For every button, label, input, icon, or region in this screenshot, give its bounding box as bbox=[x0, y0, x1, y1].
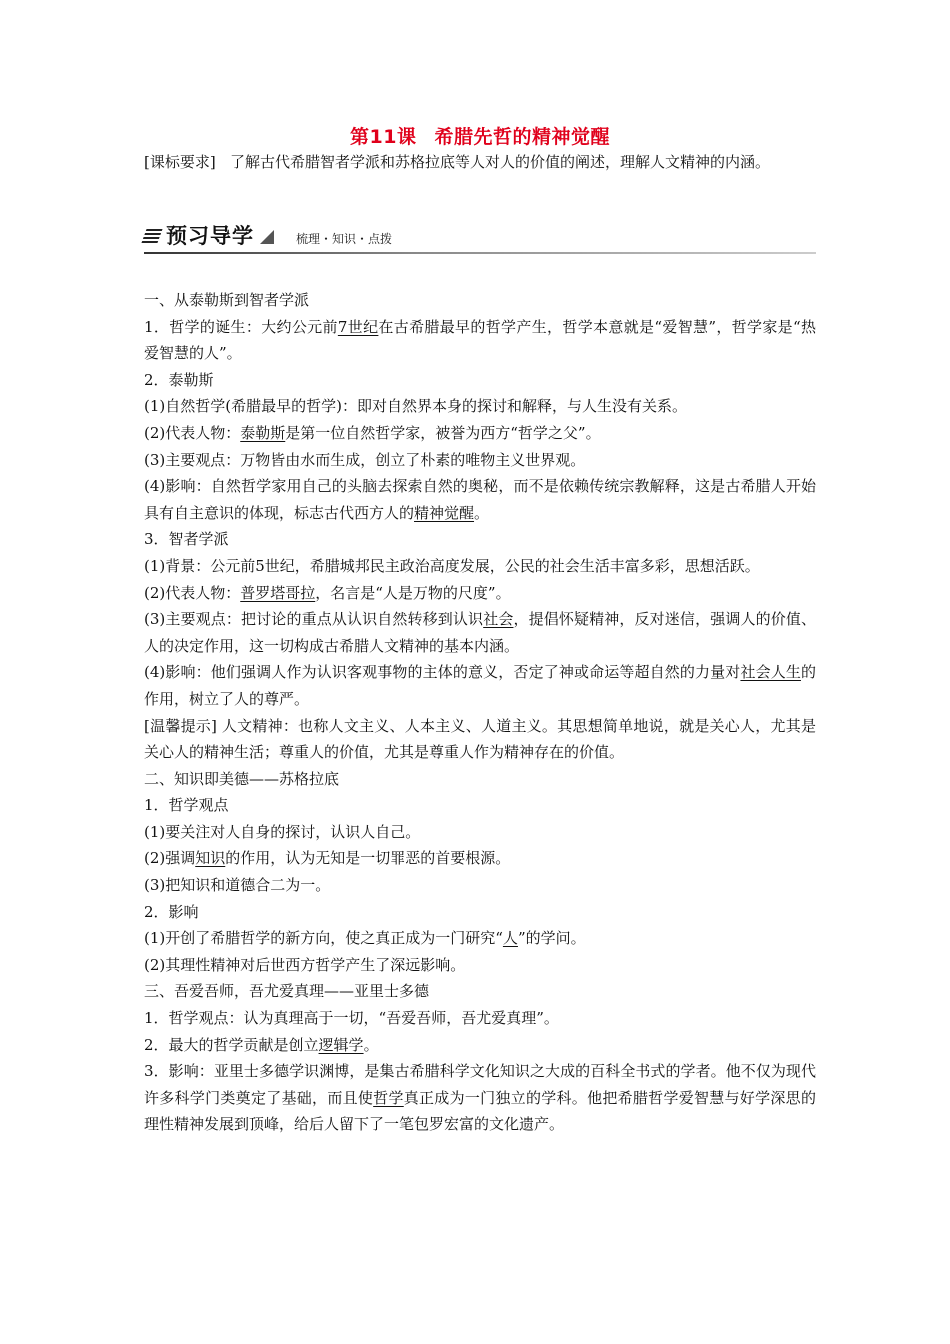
text: (2)代表人物： bbox=[144, 583, 241, 602]
subheading: 2．泰勒斯 bbox=[144, 370, 214, 389]
text: (2)代表人物： bbox=[144, 423, 241, 442]
underlined-answer: 逻辑学 bbox=[318, 1035, 364, 1054]
paragraph bbox=[144, 606, 816, 659]
text: 是第一位自然哲学家，被誉为西方“哲学之父”。 bbox=[285, 423, 601, 442]
content-body bbox=[144, 287, 816, 1138]
text: 。 bbox=[363, 1035, 379, 1054]
text: (2)强调 bbox=[144, 849, 196, 868]
underlined-answer: 泰勒斯 bbox=[240, 423, 286, 442]
section-title: 一、从泰勒斯到智者学派 bbox=[144, 291, 310, 309]
paragraph bbox=[144, 420, 816, 447]
subheading: 3．智者学派 bbox=[144, 530, 229, 549]
text: ，提倡怀疑精神，反对迷信，强调人的价值、人的决定作用，这一切构成古希腊人文精神的基本内涵。 bbox=[144, 610, 816, 655]
section-title: 二、知识即美德——苏格拉底 bbox=[144, 769, 340, 788]
text: 真正成为一门独立的学科。他把希腊哲学爱智慧与好学深思的理性精神发展到顶峰，给后人留下了一笔包罗宏富的文化遗产。 bbox=[144, 1088, 816, 1134]
triangle-icon bbox=[260, 230, 274, 244]
subheading: 1．哲学观点 bbox=[144, 796, 229, 815]
text: 3．影响：亚里士多德学识渊博，是集古希腊科学文化知识之大成的百科全书式的学者。他不仅为现代许多科学门类奠定了基础，而且使 bbox=[144, 1062, 816, 1107]
underlined-answer: 知识 bbox=[195, 849, 226, 868]
paragraph: (2)其理性精神对后世西方哲学产生了深远影响。 bbox=[144, 955, 466, 974]
paragraph: 1．哲学观点：认为真理高于一切，“吾爱吾师，吾尤爱真理”。 bbox=[144, 1009, 559, 1028]
text: (4)影响：他们强调人作为认识客观事物的主体的意义，否定了神或命运等超自然的力量对 bbox=[144, 663, 741, 682]
text: (1)开创了希腊哲学的新方向，使之真正成为一门研究“ bbox=[144, 929, 503, 948]
paragraph bbox=[144, 473, 816, 526]
requirement-tag: [课标要求] bbox=[144, 153, 216, 171]
lesson-name: 希腊先哲的精神觉醒 bbox=[434, 126, 610, 148]
paragraph bbox=[144, 659, 816, 712]
paragraph: (3)主要观点：万物皆由水而生成，创立了朴素的唯物主义世界观。 bbox=[144, 450, 586, 469]
text: 的作用，树立了人的尊严。 bbox=[144, 663, 816, 708]
banner-subtitle: 梳理・知识・点拨 bbox=[296, 232, 393, 246]
underlined-answer: 社会 bbox=[483, 610, 514, 629]
underlined-answer: 7世纪 bbox=[337, 317, 379, 336]
text: ”的学问。 bbox=[517, 929, 586, 948]
underlined-answer: 人 bbox=[502, 929, 518, 948]
lesson-number: 第11课 bbox=[350, 126, 417, 148]
text: 的作用，认为无知是一切罪恶的首要根源。 bbox=[225, 849, 511, 868]
paragraph bbox=[144, 925, 816, 952]
paragraph bbox=[144, 314, 816, 367]
tip-paragraph: [温馨提示] 人文精神：也称人文主义、人本主义、人道主义。其思想简单地说，就是关心人，尤其是关心人的精神生活；尊重人的价值，尤其是尊重人作为精神存在的价值。 bbox=[144, 716, 816, 762]
text: 1．哲学的诞生：大约公元前 bbox=[144, 317, 338, 336]
banner-divider bbox=[144, 252, 816, 254]
stripes-icon bbox=[141, 229, 162, 243]
underlined-answer: 精神觉醒 bbox=[414, 503, 475, 522]
paragraph bbox=[144, 1032, 816, 1059]
text: (4)影响：自然哲学家用自己的头脑去探索自然的奥秘，而不是依赖传统宗教解释，这是古希腊人开始具有自主意识的体现，标志古代西方人的 bbox=[144, 477, 816, 522]
text: ，名言是“人是万物的尺度”。 bbox=[315, 583, 511, 602]
paragraph: (1)自然哲学(希腊最早的哲学)：即对自然界本身的探讨和解释，与人生没有关系。 bbox=[144, 397, 687, 416]
requirement-text: 了解古代希腊智者学派和苏格拉底等人对人的价值的阐述，理解人文精神的内涵。 bbox=[230, 153, 771, 171]
section-banner bbox=[144, 222, 816, 256]
text: 。 bbox=[474, 503, 490, 522]
text: (3)主要观点：把讨论的重点从认识自然转移到认识 bbox=[144, 610, 484, 629]
paragraph bbox=[144, 580, 816, 607]
section-title: 三、吾爱吾师，吾尤爱真理——亚里士多德 bbox=[144, 982, 430, 1001]
paragraph: (3)把知识和道德合二为一。 bbox=[144, 876, 331, 895]
page-title bbox=[144, 124, 816, 150]
paragraph bbox=[144, 845, 816, 872]
underlined-answer: 社会人生 bbox=[740, 663, 801, 682]
paragraph: (1)要关注对人自身的探讨，认识人自己。 bbox=[144, 822, 421, 841]
paragraph bbox=[144, 1058, 816, 1138]
banner-heading: 预习导学 bbox=[166, 224, 254, 248]
underlined-answer: 普罗塔哥拉 bbox=[240, 583, 316, 602]
subheading: 2．影响 bbox=[144, 902, 199, 921]
curriculum-requirement bbox=[144, 148, 816, 176]
text: 在古希腊最早的哲学产生，哲学本意就是“爱智慧”，哲学家是“热爱智慧的人”。 bbox=[144, 317, 817, 363]
underlined-answer: 哲学 bbox=[373, 1088, 404, 1107]
text: 2．最大的哲学贡献是创立 bbox=[144, 1035, 319, 1054]
paragraph: (1)背景：公元前5世纪，希腊城邦民主政治高度发展，公民的社会生活丰富多彩，思想活跃。 bbox=[144, 556, 760, 575]
